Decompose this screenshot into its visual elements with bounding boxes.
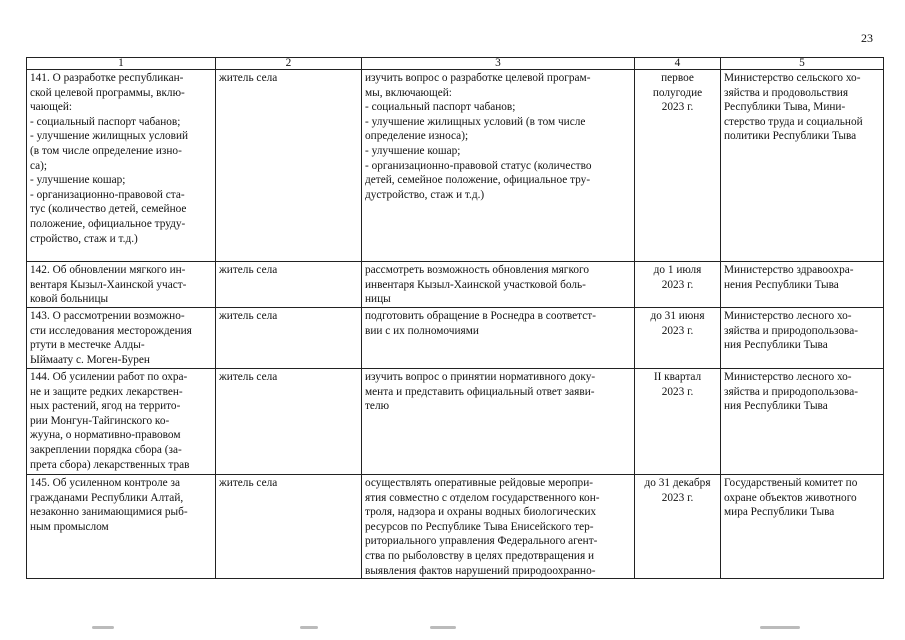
table-row [27,70,884,262]
column-number-row [27,58,884,70]
action-cell: осуществлять оперативные рейдовые меропри- ятия совместно с отделом государственного кон- троля, надзора и охраны водных биологических ресурсов по Республике Тыва Енисейского тер- риториального управления Федерального агент- ства по рыболовству в целях предотвращения и выявления фактов нарушений природоохранно- [362,475,635,579]
action-cell: изучить вопрос о принятии нормативного доку- мента и представить официальный ответ заяви- телю [362,369,635,475]
table-row [27,369,884,475]
measures-table [26,57,884,579]
executor-cell: Министерство лесного хо- зяйства и природопользова- ния Республики Тыва [721,369,884,475]
scan-artifact [760,626,800,629]
term-cell: до 1 июля 2023 г. [635,262,721,308]
author-cell: житель села [216,70,362,262]
column-number: 2 [216,58,362,70]
scan-artifact [92,626,114,629]
topic-cell: 143. О рассмотрении возможно- сти исследования месторождения ртути в местечке Алды- Ыймаату с. Моген-Бурен [27,308,216,369]
topic-cell: 145. Об усиленном контроле за гражданами Республики Алтай, незаконно занимающимися рыб- ным промыслом [27,475,216,579]
topic-cell: 144. Об усилении работ по охра- не и защите редких лекарствен- ных растений, ягод на террито- рии Монгун-Тайгинского ко- жууна, о нормативно-правовом закреплении порядка сбора (за- прета сбора) лекарственных трав [27,369,216,475]
executor-cell: Министерство лесного хо- зяйства и природопользова- ния Республики Тыва [721,308,884,369]
topic-cell: 142. Об обновлении мягкого ин- вентаря Кызыл-Хаинской участ- ковой больницы [27,262,216,308]
column-number: 1 [27,58,216,70]
page-number: 23 [861,31,873,45]
column-number: 3 [362,58,635,70]
author-cell: житель села [216,308,362,369]
table-row [27,475,884,579]
topic-cell: 141. О разработке республикан- ской целевой программы, вклю- чающей: - социальный паспорт чабанов; - улучшение жилищных условий (в том числе определение изно- са); - улучшение кошар; - организационно-правовой ста- тус (количество детей, семейное положение, официальное труду- стройство, стаж и т.д.) [27,70,216,262]
term-cell: до 31 декабря 2023 г. [635,475,721,579]
scan-artifact [430,626,456,629]
author-cell: житель села [216,262,362,308]
author-cell: житель села [216,475,362,579]
term-cell: II квартал 2023 г. [635,369,721,475]
column-number: 5 [721,58,884,70]
action-cell: изучить вопрос о разработке целевой програм- мы, включающей: - социальный паспорт чабанов; - улучшение жилищных условий (в том числе определение износа); - улучшение кошар; - организационно-правовой статус (количество детей, семейное положение, официальное тру- дустройство, стаж и т.д.) [362,70,635,262]
action-cell: рассмотреть возможность обновления мягкого инвентаря Кызыл-Хаинской участковой боль- ницы [362,262,635,308]
term-cell: первое полугодие 2023 г. [635,70,721,262]
term-cell: до 31 июня 2023 г. [635,308,721,369]
executor-cell: Министерство здравоохра- нения Республики Тыва [721,262,884,308]
table-row [27,262,884,308]
column-number: 4 [635,58,721,70]
action-cell: подготовить обращение в Роснедра в соответст- вии с их полномочиями [362,308,635,369]
scan-artifact [300,626,318,629]
executor-cell: Государственый комитет по охране объектов животного мира Республики Тыва [721,475,884,579]
executor-cell: Министерство сельского хо- зяйства и продовольствия Республики Тыва, Мини- стерство труда и социальной политики Республики Тыва [721,70,884,262]
table-row [27,308,884,369]
author-cell: житель села [216,369,362,475]
